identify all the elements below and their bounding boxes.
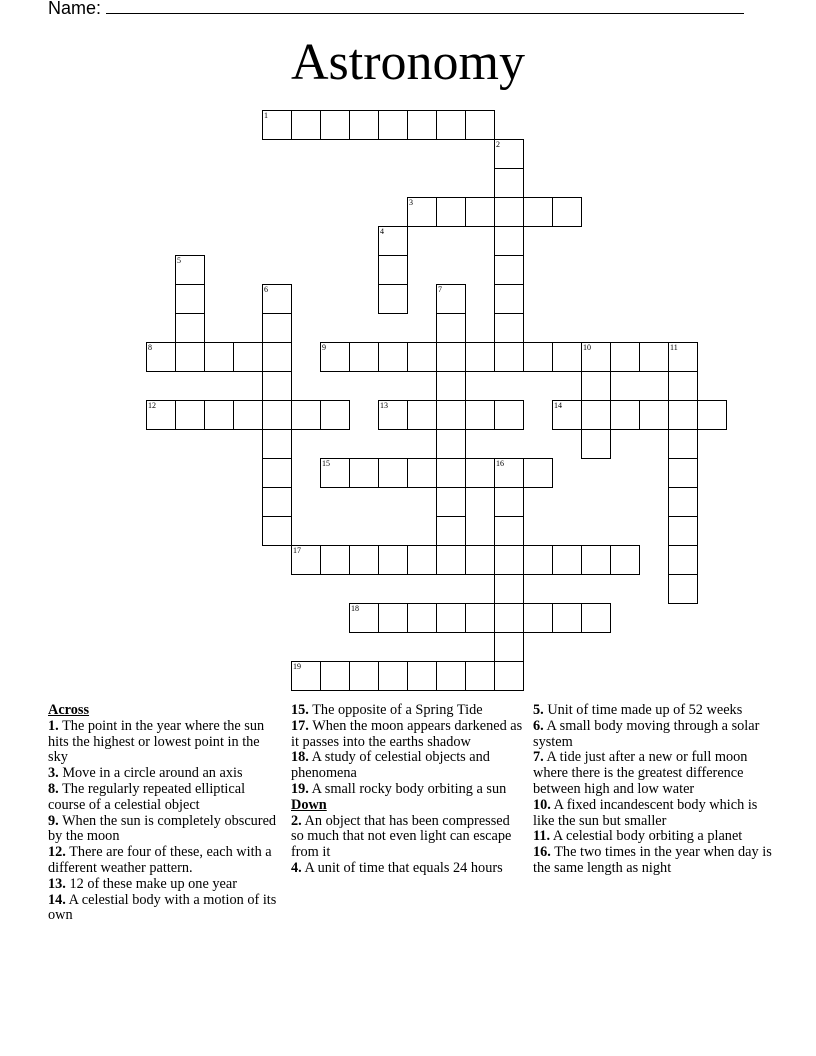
clue-number-label: 15 bbox=[322, 459, 330, 468]
grid-cell[interactable] bbox=[581, 429, 611, 459]
clue-number-label: 18 bbox=[351, 604, 359, 613]
clue-text: A unit of time that equals 24 hours bbox=[304, 859, 503, 876]
clue-number: 7. bbox=[533, 749, 544, 766]
grid-cell[interactable] bbox=[349, 603, 379, 633]
clue-text: A fixed incandescent body which is like the sun but smaller bbox=[533, 796, 758, 829]
grid-cell[interactable] bbox=[320, 661, 350, 691]
grid-cell[interactable] bbox=[581, 400, 611, 430]
grid-cell[interactable] bbox=[262, 429, 292, 459]
clue-text: A small rocky body orbiting a sun bbox=[311, 780, 507, 797]
grid-cell[interactable] bbox=[465, 661, 495, 691]
grid-cell[interactable] bbox=[494, 661, 524, 691]
grid-cell[interactable] bbox=[436, 458, 466, 488]
grid-cell[interactable] bbox=[262, 400, 292, 430]
grid-cell[interactable] bbox=[494, 284, 524, 314]
clue-item bbox=[291, 814, 526, 861]
grid-cell[interactable] bbox=[146, 400, 176, 430]
grid-cell[interactable] bbox=[552, 197, 582, 227]
clue-text: 12 of these make up one year bbox=[69, 875, 237, 892]
clue-number-label: 14 bbox=[554, 401, 562, 410]
grid-cell[interactable] bbox=[262, 110, 292, 140]
grid-cell[interactable] bbox=[262, 516, 292, 546]
clue-number-label: 16 bbox=[496, 459, 504, 468]
clue-item bbox=[48, 893, 283, 925]
grid-cell[interactable] bbox=[465, 197, 495, 227]
grid-cell[interactable] bbox=[146, 342, 176, 372]
grid-cell[interactable] bbox=[465, 545, 495, 575]
clue-text: A celestial body orbiting a planet bbox=[552, 828, 743, 845]
clue-item bbox=[533, 719, 773, 751]
grid-cell[interactable] bbox=[175, 400, 205, 430]
grid-cell[interactable] bbox=[407, 545, 437, 575]
grid-cell[interactable] bbox=[291, 661, 321, 691]
clue-text: Move in a circle around an axis bbox=[62, 765, 243, 782]
grid-cell[interactable] bbox=[349, 661, 379, 691]
grid-cell[interactable] bbox=[523, 545, 553, 575]
grid-cell[interactable] bbox=[465, 603, 495, 633]
grid-cell[interactable] bbox=[407, 458, 437, 488]
grid-cell[interactable] bbox=[610, 545, 640, 575]
grid-cell[interactable] bbox=[494, 516, 524, 546]
grid-cell[interactable] bbox=[262, 284, 292, 314]
grid-cell[interactable] bbox=[436, 313, 466, 343]
clue-column-1 bbox=[48, 703, 283, 924]
grid-cell[interactable] bbox=[668, 400, 698, 430]
clue-text: The point in the year where the sun hits the highest or lowest point in the sky bbox=[48, 717, 265, 766]
clue-text: There are four of these, each with a different weather pattern. bbox=[48, 844, 272, 876]
clue-text: When the moon appears darkened as it passes into the earths shadow bbox=[291, 717, 523, 750]
grid-cell[interactable] bbox=[349, 110, 379, 140]
grid-cell[interactable] bbox=[639, 342, 669, 372]
clue-item bbox=[533, 829, 773, 845]
clue-number-label: 7 bbox=[438, 285, 442, 294]
clue-heading: Across bbox=[48, 702, 90, 718]
grid-cell[interactable] bbox=[436, 110, 466, 140]
grid-cell[interactable] bbox=[523, 603, 553, 633]
clue-item bbox=[48, 877, 283, 893]
grid-cell[interactable] bbox=[465, 400, 495, 430]
clue-number-label: 3 bbox=[409, 198, 413, 207]
clue-number-label: 8 bbox=[148, 343, 152, 352]
grid-cell[interactable] bbox=[349, 545, 379, 575]
clue-number-label: 11 bbox=[670, 343, 678, 352]
grid-cell[interactable] bbox=[494, 458, 524, 488]
grid-cell[interactable] bbox=[233, 342, 263, 372]
clue-number-label: 17 bbox=[293, 546, 301, 555]
clue-item bbox=[533, 703, 773, 719]
clue-number: 5. bbox=[533, 702, 544, 718]
grid-cell[interactable] bbox=[291, 400, 321, 430]
grid-cell[interactable] bbox=[581, 545, 611, 575]
clue-number: 15. bbox=[291, 702, 309, 718]
grid-cell[interactable] bbox=[494, 342, 524, 372]
grid-cell[interactable] bbox=[436, 603, 466, 633]
grid-cell[interactable] bbox=[175, 255, 205, 285]
clue-column-2 bbox=[291, 703, 526, 877]
grid-cell[interactable] bbox=[523, 342, 553, 372]
clue-number: 18. bbox=[291, 749, 309, 766]
grid-cell[interactable] bbox=[668, 342, 698, 372]
clue-text: A tide just after a new or full moon where there is the greatest difference between high and low water bbox=[533, 749, 748, 797]
clue-number-label: 13 bbox=[380, 401, 388, 410]
clue-number-label: 1 bbox=[264, 111, 268, 120]
grid-cell[interactable] bbox=[436, 197, 466, 227]
grid-cell[interactable] bbox=[291, 110, 321, 140]
grid-cell[interactable] bbox=[233, 400, 263, 430]
grid-cell[interactable] bbox=[436, 371, 466, 401]
grid-cell[interactable] bbox=[494, 574, 524, 604]
grid-cell[interactable] bbox=[610, 400, 640, 430]
clue-item bbox=[533, 798, 773, 830]
grid-cell[interactable] bbox=[494, 168, 524, 198]
grid-cell[interactable] bbox=[668, 458, 698, 488]
clue-text: An object that has been compressed so much that not even light can escape from it bbox=[291, 812, 512, 861]
grid-cell[interactable] bbox=[697, 400, 727, 430]
grid-cell[interactable] bbox=[436, 429, 466, 459]
grid-cell[interactable] bbox=[436, 342, 466, 372]
grid-cell[interactable] bbox=[494, 545, 524, 575]
clue-item bbox=[291, 782, 526, 798]
clue-item bbox=[48, 766, 283, 782]
grid-cell[interactable] bbox=[262, 458, 292, 488]
grid-cell[interactable] bbox=[494, 603, 524, 633]
clue-item bbox=[291, 861, 526, 877]
grid-cell[interactable] bbox=[668, 429, 698, 459]
grid-cell[interactable] bbox=[668, 516, 698, 546]
grid-cell[interactable] bbox=[407, 603, 437, 633]
grid-cell[interactable] bbox=[436, 661, 466, 691]
clue-text: When the sun is completely obscured by the moon bbox=[48, 812, 277, 845]
grid-cell[interactable] bbox=[320, 458, 350, 488]
clue-number: 19. bbox=[291, 780, 309, 797]
grid-cell[interactable] bbox=[581, 342, 611, 372]
grid-cell[interactable] bbox=[581, 371, 611, 401]
grid-cell[interactable] bbox=[378, 226, 408, 256]
grid-cell[interactable] bbox=[436, 284, 466, 314]
grid-cell[interactable] bbox=[668, 371, 698, 401]
grid-cell[interactable] bbox=[378, 342, 408, 372]
clue-number: 17. bbox=[291, 717, 309, 734]
clue-text: The regularly repeated elliptical course of a celestial object bbox=[48, 780, 246, 813]
clue-item bbox=[291, 750, 526, 782]
clue-item bbox=[48, 719, 283, 766]
clue-item bbox=[48, 782, 283, 814]
clue-number-label: 19 bbox=[293, 662, 301, 671]
clue-number-label: 12 bbox=[148, 401, 156, 410]
clue-text: The opposite of a Spring Tide bbox=[312, 702, 483, 718]
grid-cell[interactable] bbox=[407, 661, 437, 691]
clue-number: 6. bbox=[533, 717, 544, 734]
clue-number: 1. bbox=[48, 717, 59, 734]
clue-text: A celestial body with a motion of its own bbox=[48, 891, 277, 924]
grid-cell[interactable] bbox=[378, 545, 408, 575]
clue-text: A study of celestial objects and phenomena bbox=[291, 749, 490, 782]
clue-number-label: 10 bbox=[583, 343, 591, 352]
grid-cell[interactable] bbox=[494, 139, 524, 169]
grid-cell[interactable] bbox=[436, 487, 466, 517]
grid-cell[interactable] bbox=[494, 487, 524, 517]
grid-cell[interactable] bbox=[581, 603, 611, 633]
clue-text: A small body moving through a solar system bbox=[533, 717, 760, 750]
clue-item bbox=[533, 750, 773, 797]
clue-number-label: 2 bbox=[496, 140, 500, 149]
grid-cell[interactable] bbox=[639, 400, 669, 430]
clue-number: 9. bbox=[48, 812, 59, 829]
grid-cell[interactable] bbox=[378, 661, 408, 691]
grid-cell[interactable] bbox=[668, 487, 698, 517]
grid-cell[interactable] bbox=[378, 603, 408, 633]
grid-cell[interactable] bbox=[378, 110, 408, 140]
grid-cell[interactable] bbox=[407, 342, 437, 372]
grid-cell[interactable] bbox=[349, 458, 379, 488]
clue-number-label: 9 bbox=[322, 343, 326, 352]
clue-number: 8. bbox=[48, 780, 59, 797]
grid-cell[interactable] bbox=[291, 545, 321, 575]
grid-cell[interactable] bbox=[407, 400, 437, 430]
clue-number: 10. bbox=[533, 796, 551, 813]
grid-cell[interactable] bbox=[204, 342, 234, 372]
grid-cell[interactable] bbox=[378, 458, 408, 488]
grid-cell[interactable] bbox=[262, 487, 292, 517]
grid-cell[interactable] bbox=[204, 400, 234, 430]
clue-number: 2. bbox=[291, 812, 302, 829]
grid-cell[interactable] bbox=[436, 545, 466, 575]
clue-item bbox=[48, 814, 283, 846]
grid-cell[interactable] bbox=[523, 197, 553, 227]
clue-number: 11. bbox=[533, 828, 551, 845]
clue-number: 12. bbox=[48, 844, 66, 861]
grid-cell[interactable] bbox=[378, 400, 408, 430]
clue-number-label: 4 bbox=[380, 227, 384, 236]
grid-cell[interactable] bbox=[494, 197, 524, 227]
clue-item bbox=[48, 845, 283, 877]
grid-cell[interactable] bbox=[175, 313, 205, 343]
grid-cell[interactable] bbox=[610, 342, 640, 372]
grid-cell[interactable] bbox=[262, 313, 292, 343]
grid-cell[interactable] bbox=[262, 342, 292, 372]
grid-cell[interactable] bbox=[494, 255, 524, 285]
clue-column-3 bbox=[533, 703, 773, 877]
clue-number: 3. bbox=[48, 765, 59, 782]
grid-cell[interactable] bbox=[378, 284, 408, 314]
grid-cell[interactable] bbox=[465, 458, 495, 488]
clue-item bbox=[291, 703, 526, 719]
grid-cell[interactable] bbox=[494, 400, 524, 430]
clue-number-label: 5 bbox=[177, 256, 181, 265]
clue-number: 4. bbox=[291, 859, 302, 876]
grid-cell[interactable] bbox=[436, 400, 466, 430]
grid-cell[interactable] bbox=[175, 342, 205, 372]
grid-cell[interactable] bbox=[523, 458, 553, 488]
grid-cell[interactable] bbox=[407, 197, 437, 227]
grid-cell[interactable] bbox=[494, 632, 524, 662]
grid-cell[interactable] bbox=[320, 342, 350, 372]
grid-cell[interactable] bbox=[552, 342, 582, 372]
grid-cell[interactable] bbox=[465, 342, 495, 372]
clue-heading: Down bbox=[291, 796, 327, 813]
page-title: Astronomy bbox=[291, 34, 525, 91]
clue-number: 13. bbox=[48, 875, 66, 892]
grid-cell[interactable] bbox=[465, 110, 495, 140]
grid-cell[interactable] bbox=[552, 545, 582, 575]
grid-cell[interactable] bbox=[262, 371, 292, 401]
grid-cell[interactable] bbox=[175, 284, 205, 314]
grid-cell[interactable] bbox=[668, 574, 698, 604]
grid-cell[interactable] bbox=[349, 342, 379, 372]
grid-cell[interactable] bbox=[668, 545, 698, 575]
clue-number: 16. bbox=[533, 844, 551, 861]
grid-cell[interactable] bbox=[552, 603, 582, 633]
clue-text: Unit of time made up of 52 weeks bbox=[547, 702, 743, 718]
clue-number: 14. bbox=[48, 891, 66, 908]
grid-cell[interactable] bbox=[320, 400, 350, 430]
clue-item bbox=[533, 845, 773, 877]
clue-number-label: 6 bbox=[264, 285, 268, 294]
grid-cell[interactable] bbox=[436, 516, 466, 546]
grid-cell[interactable] bbox=[494, 226, 524, 256]
clue-item bbox=[291, 719, 526, 751]
grid-cell[interactable] bbox=[378, 255, 408, 285]
clue-text: The two times in the year when day is the same length as night bbox=[533, 844, 772, 876]
grid-cell[interactable] bbox=[320, 110, 350, 140]
grid-cell[interactable] bbox=[494, 313, 524, 343]
grid-cell[interactable] bbox=[552, 400, 582, 430]
grid-cell[interactable] bbox=[407, 110, 437, 140]
grid-cell[interactable] bbox=[320, 545, 350, 575]
name-label: Name: bbox=[48, 0, 102, 18]
